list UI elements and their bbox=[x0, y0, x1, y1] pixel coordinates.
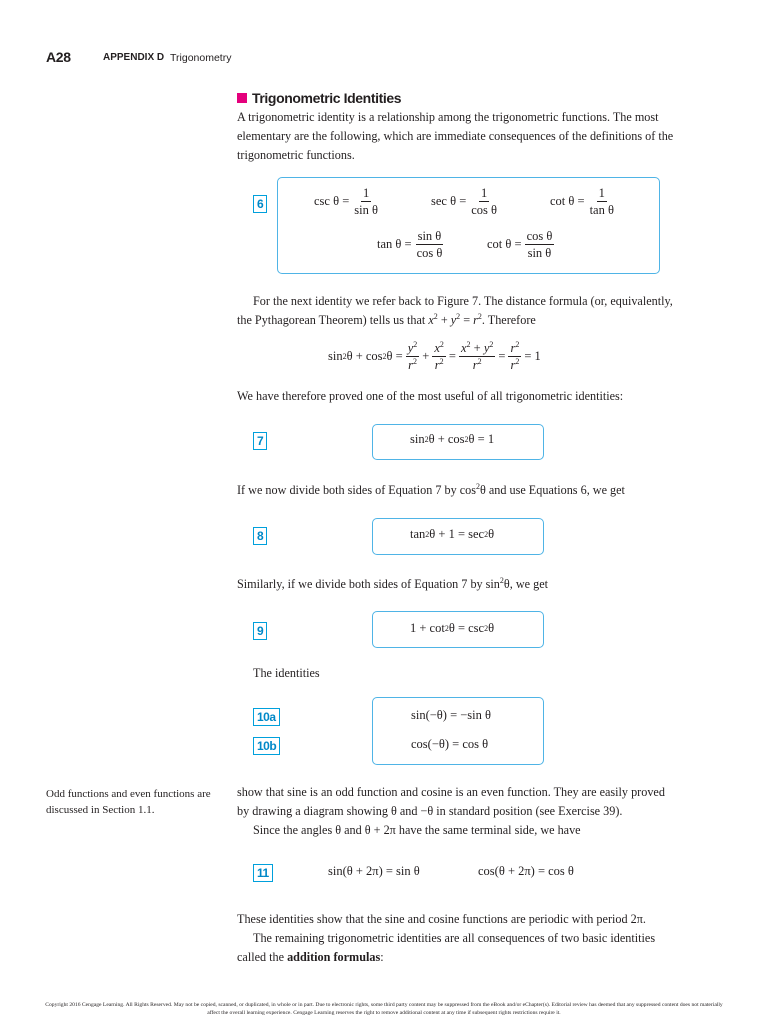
tan-fraction bbox=[415, 229, 445, 260]
periodic-paragraph: These identities show that the sine and cosine functions are periodic with period 2π. bbox=[237, 912, 646, 926]
f4-den-exp: 2 bbox=[515, 357, 520, 366]
csc-fraction bbox=[352, 186, 380, 217]
cot1-den: tan θ bbox=[589, 203, 614, 217]
deriv-plus: + bbox=[422, 349, 430, 363]
section-title: Trigonometric Identities bbox=[252, 90, 402, 106]
eq9-c: θ bbox=[488, 621, 495, 635]
f1-den-exp: 2 bbox=[412, 357, 417, 366]
running-head-topic: Trigonometry bbox=[170, 52, 232, 64]
divide-exp: 2 bbox=[475, 482, 480, 491]
deriv-result: = 1 bbox=[524, 349, 541, 363]
equation-cot-1 bbox=[550, 186, 619, 217]
equation-11-sin: sin(θ + 2π) = sin θ bbox=[328, 864, 420, 878]
cot1-fraction bbox=[588, 186, 616, 217]
remaining-paragraph bbox=[237, 929, 679, 967]
divide-a: If we now divide both sides of Equation 7 by cos bbox=[237, 483, 476, 497]
equation-7-number: 7 bbox=[253, 432, 267, 450]
csc-num: 1 bbox=[362, 186, 370, 200]
similarly-exp: 2 bbox=[499, 576, 504, 585]
f3-num-plus: + bbox=[470, 341, 484, 355]
remaining-text: The remaining trigonometric identities are all consequences of two basic identities called the bbox=[237, 931, 656, 964]
eq8-c: θ bbox=[488, 527, 495, 541]
f1-den: r bbox=[408, 358, 413, 372]
sec-lhs: sec θ = bbox=[431, 194, 467, 208]
f3-num-b-exp: 2 bbox=[489, 340, 494, 349]
tan-den: cos θ bbox=[416, 246, 443, 260]
equation-8-number: 8 bbox=[253, 527, 267, 545]
f2-num-exp: 2 bbox=[439, 340, 444, 349]
eq9-b: θ = csc bbox=[448, 621, 485, 635]
deriv-end: θ = bbox=[386, 349, 403, 363]
next-y: y bbox=[450, 313, 457, 327]
equation-9-number: 9 bbox=[253, 622, 267, 640]
section-heading bbox=[237, 90, 401, 106]
identities-label: The identities bbox=[253, 666, 320, 680]
deriv-mid: θ + cos bbox=[346, 349, 383, 363]
cot1-lhs: cot θ = bbox=[550, 194, 585, 208]
next-r-exp: 2 bbox=[477, 312, 482, 321]
addition-formulas-term: addition formulas bbox=[287, 950, 381, 964]
eq8-a: tan bbox=[410, 527, 426, 541]
similarly-b: θ, we get bbox=[503, 577, 548, 591]
equation-10a: sin(−θ) = −sin θ bbox=[411, 708, 491, 722]
f3-den-exp: 2 bbox=[477, 357, 482, 366]
cot2-lhs: cot θ = bbox=[487, 237, 522, 251]
equation-10a-number: 10a bbox=[253, 708, 280, 726]
deriv-frac-1 bbox=[406, 341, 420, 372]
equation-7: sin 2 θ + cos 2 θ = 1 bbox=[410, 432, 495, 446]
cot1-num: 1 bbox=[598, 186, 605, 200]
section-bullet-icon bbox=[237, 93, 247, 103]
sec-den: cos θ bbox=[471, 203, 498, 217]
eq9-a: 1 + cot bbox=[410, 621, 445, 635]
tan-num: sin θ bbox=[417, 229, 442, 243]
next-x-exp: 2 bbox=[433, 312, 438, 321]
f2-num: x bbox=[434, 341, 440, 355]
proved-paragraph: We have therefore proved one of the most useful of all trigonometric identities: bbox=[237, 389, 624, 403]
f4-num: r bbox=[510, 341, 516, 355]
similarly-paragraph bbox=[237, 575, 679, 594]
deriv-frac-4 bbox=[508, 341, 521, 372]
csc-lhs: csc θ = bbox=[314, 194, 350, 208]
next-eq: = bbox=[460, 313, 474, 327]
f3-num-a: x bbox=[460, 341, 467, 355]
equation-11-number: 11 bbox=[253, 864, 273, 882]
f2-den: r bbox=[434, 358, 440, 372]
cot2-fraction bbox=[525, 229, 555, 260]
cot2-num: cos θ bbox=[526, 229, 553, 243]
f4-den: r bbox=[510, 358, 516, 372]
equation-9: 1 + cot 2 θ = csc 2 θ bbox=[410, 621, 495, 635]
deriv-eq1: = bbox=[448, 349, 456, 363]
running-head-appendix: APPENDIX D bbox=[103, 52, 165, 63]
next-text-a: For the next identity we refer back to Figure 7. The distance formula (or, equivalently, the Pythagorean Theorem) tells us that bbox=[237, 294, 673, 327]
copyright-footer: Copyright 2016 Cengage Learning. All Rights Reserved. May not be copied, scanned, or duplicated, in whole or in part. Due to electronic rights, some third party content may be suppressed from the eBook and/or eChapter(s). Editorial review has deemed that any suppressed content does not materially affect the overall learning experience. Cengage Learning reserves the right to remove additional content at any time if subsequent rights restrictions require it. bbox=[45, 1002, 723, 1016]
f3-num-a-exp: 2 bbox=[466, 340, 471, 349]
eq8-b: θ + 1 = sec bbox=[429, 527, 485, 541]
next-plus: + bbox=[437, 313, 451, 327]
show-paragraph: show that sine is an odd function and cosine is an even function. They are easily proved by drawing a diagram showing θ and −θ in standard position (see Exercise 39). bbox=[237, 785, 665, 818]
deriv-sin: sin bbox=[328, 349, 343, 363]
equation-11-cos: cos(θ + 2π) = cos θ bbox=[478, 864, 574, 878]
sec-fraction bbox=[469, 186, 499, 217]
f1-num-exp: 2 bbox=[413, 340, 418, 349]
sec-num: 1 bbox=[481, 186, 488, 200]
f4-num-exp: 2 bbox=[515, 340, 520, 349]
csc-den: sin θ bbox=[354, 203, 378, 217]
equation-cot-2 bbox=[487, 229, 557, 260]
cot2-den: sin θ bbox=[527, 246, 552, 260]
similarly-a: Similarly, if we divide both sides of Equation 7 by sin bbox=[237, 577, 500, 591]
next-identity-paragraph bbox=[237, 292, 679, 330]
equation-csc bbox=[314, 186, 383, 217]
since-paragraph: Since the angles θ and θ + 2π have the same terminal side, we have bbox=[253, 823, 581, 837]
margin-note: Odd functions and even functions are discussed in Section 1.1. bbox=[46, 788, 211, 816]
divide-paragraph bbox=[237, 481, 679, 500]
page-number: A28 bbox=[46, 49, 71, 65]
remaining-end: : bbox=[380, 950, 384, 964]
f2-den-exp: 2 bbox=[439, 357, 444, 366]
divide-b: θ and use Equations 6, we get bbox=[479, 483, 625, 497]
f3-den: r bbox=[472, 358, 478, 372]
deriv-frac-3 bbox=[459, 341, 495, 372]
equation-6-number: 6 bbox=[253, 195, 267, 213]
deriv-eq2: = bbox=[498, 349, 506, 363]
f1-num: y bbox=[407, 341, 414, 355]
equation-8: tan 2 θ + 1 = sec 2 θ bbox=[410, 527, 495, 541]
deriv-frac-2 bbox=[432, 341, 446, 372]
intro-text: A trigonometric identity is a relationship among the trigonometric functions. The most elementary are the following, which are immediate consequences of the definitions of the trigonometric functions. bbox=[237, 110, 674, 162]
tan-lhs: tan θ = bbox=[377, 237, 412, 251]
intro-paragraph bbox=[237, 108, 679, 165]
next-y-exp: 2 bbox=[456, 312, 461, 321]
equation-tan bbox=[377, 229, 447, 260]
eq7-c: θ = 1 bbox=[468, 432, 495, 446]
next-r: r bbox=[473, 313, 478, 327]
equation-10b: cos(−θ) = cos θ bbox=[411, 737, 489, 751]
eq7-b: θ + cos bbox=[428, 432, 465, 446]
eq7-a: sin bbox=[410, 432, 425, 446]
next-text-end: . Therefore bbox=[481, 313, 536, 327]
equation-sec bbox=[431, 186, 502, 217]
next-x: x bbox=[428, 313, 434, 327]
equation-10b-number: 10b bbox=[253, 737, 280, 755]
f3-num-b: y bbox=[483, 341, 490, 355]
pythagorean-derivation: sin 2 θ + cos 2 θ = $\frac{y^2}{r^2}$ + $\frac{x^2}{r^2}$ = $\frac{x^2 + y^2}{r^2}$ = $\frac{r^2}{r^2}$ = 1 bbox=[328, 340, 541, 372]
